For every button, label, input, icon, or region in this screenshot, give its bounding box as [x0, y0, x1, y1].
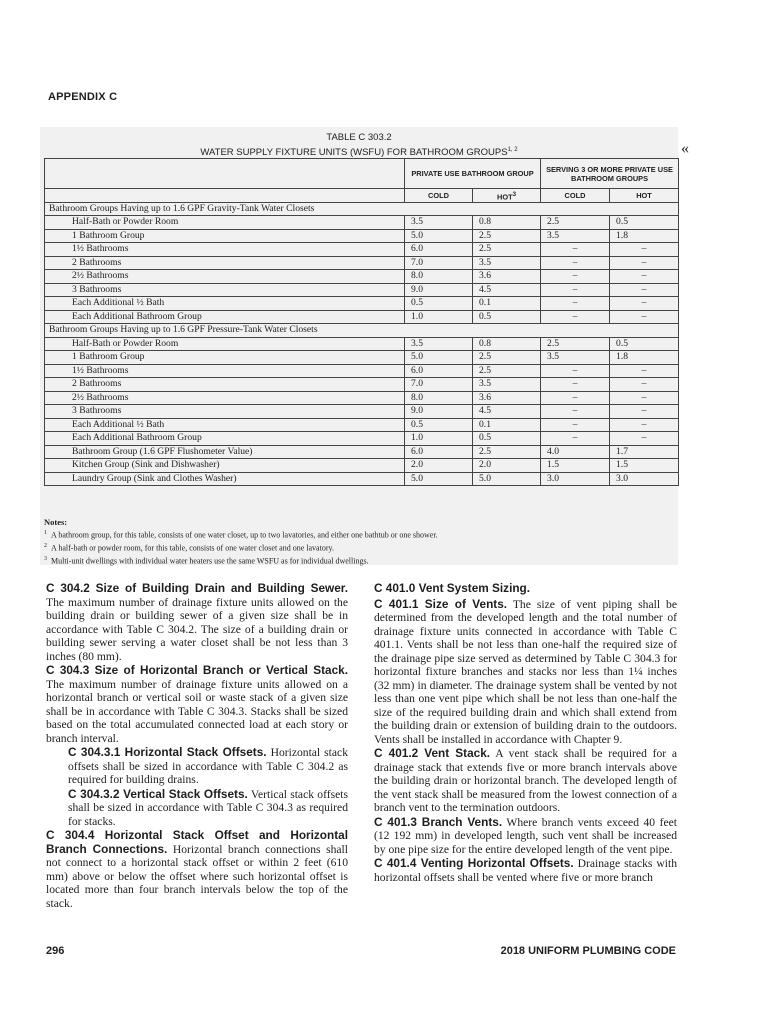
section-c401-2: C 401.2 Vent Stack. A vent stack shall be required for a drainage stack that extends five or more branch intervals above the building drain or horizontal branch. The developed length of the vent stack shall be measured from the lowest connection of a branch vent to the termination outdoors. [374, 746, 678, 814]
private-cold-value: 9.0 [405, 405, 473, 419]
section-c401-4: C 401.4 Venting Horizontal Offsets. Drainage stacks with horizontal offsets shall be vented where five or more branch [374, 856, 677, 884]
table-row [45, 256, 679, 270]
appendix-label: APPENDIX C [48, 91, 118, 103]
serving-hot-value: – [610, 418, 679, 432]
section-c304-4: C 304.4 Horizontal Stack Offset and Horizontal Branch Connections. Horizontal branch connections shall not connect to a horizontal stack offset or within 2 feet (610 mm) above or below the offset where such horizontal offset is located more than four branch intervals below the top of the stack. [46, 828, 348, 910]
serving-hot-value: 0.5 [610, 337, 679, 351]
section-c304-3-1: C 304.3.1 Horizontal Stack Offsets. Horizontal stack offsets shall be sized in accordance with Table C 304.2 as required for building drains. [68, 745, 348, 786]
table-number: TABLE C 303.2 [326, 132, 392, 143]
serving-hot-value: – [610, 256, 679, 270]
serving-cold-value: – [541, 378, 610, 392]
table-row [45, 270, 679, 284]
private-cold-value: 1.0 [405, 432, 473, 446]
serving-hot-value: 0.5 [610, 216, 679, 230]
private-cold-value: 6.0 [405, 364, 473, 378]
header-private-use: PRIVATE USE BATHROOM GROUP [405, 159, 541, 189]
private-hot-value: 2.5 [473, 243, 541, 257]
private-hot-value: 2.5 [473, 364, 541, 378]
footer-title: 2018 UNIFORM PLUMBING CODE [500, 945, 676, 957]
row-label: Each Additional Bathroom Group [45, 310, 405, 324]
private-cold-value: 5.0 [405, 351, 473, 365]
serving-cold-value: – [541, 297, 610, 311]
table-header-blank [45, 159, 405, 189]
serving-hot-value: – [610, 310, 679, 324]
row-label: 2½ Bathrooms [45, 391, 405, 405]
row-label: Kitchen Group (Sink and Dishwasher) [45, 459, 405, 473]
private-hot-value: 0.1 [473, 297, 541, 311]
row-label: Each Additional Bathroom Group [45, 432, 405, 446]
table-row [45, 364, 679, 378]
row-label: Each Additional ½ Bath [45, 418, 405, 432]
serving-hot-value: – [610, 243, 679, 257]
table-title: WATER SUPPLY FIXTURE UNITS (WSFU) FOR BATHROOM GROUPS$^{1, 2}$ [200, 147, 518, 159]
private-cold-value: 9.0 [405, 283, 473, 297]
row-label: 3 Bathrooms [45, 283, 405, 297]
private-hot-value: 4.5 [473, 283, 541, 297]
table-row [45, 459, 679, 473]
row-label: 2 Bathrooms [45, 378, 405, 392]
row-label: 1½ Bathrooms [45, 364, 405, 378]
wsfu-table-body [45, 202, 679, 486]
table-row [45, 472, 679, 486]
serving-cold-value: 3.5 [541, 351, 610, 365]
table-notes [44, 517, 674, 567]
private-hot-value: 2.5 [473, 351, 541, 365]
serving-cold-value: – [541, 364, 610, 378]
private-hot-value: 2.5 [473, 229, 541, 243]
page-number: 296 [46, 945, 65, 957]
private-hot-value: 2.0 [473, 459, 541, 473]
serving-hot-value: – [610, 391, 679, 405]
notes-title: Notes: [44, 517, 68, 527]
private-cold-value: 3.5 [405, 216, 473, 230]
serving-hot-value: – [610, 270, 679, 284]
serving-cold-value: 3.0 [541, 472, 610, 486]
serving-cold-value: – [541, 256, 610, 270]
private-cold-value: 1.0 [405, 310, 473, 324]
serving-cold-value: 2.5 [541, 216, 610, 230]
private-hot-value: 0.5 [473, 310, 541, 324]
header-serving-3-or-more: SERVING 3 OR MORE PRIVATE USE BATHROOM GROUPS [541, 159, 679, 189]
private-hot-value: 4.5 [473, 405, 541, 419]
table-row [45, 391, 679, 405]
private-hot-value: 3.6 [473, 270, 541, 284]
row-label: 2 Bathrooms [45, 256, 405, 270]
private-cold-value: 6.0 [405, 243, 473, 257]
section-c401-0-heading: C 401.0 Vent System Sizing. [374, 581, 531, 595]
serving-hot-value: – [610, 378, 679, 392]
serving-hot-value: – [610, 297, 679, 311]
section-c401-1: C 401.1 Size of Vents. The size of vent piping shall be determined from the developed length and the total number of drainage fixture units connected in accordance with Table C 401.1. Vents shall be not less than one-half the required size of the drainage pipe size served as determined by Table C 304.3 for horizontal fixture branches and stacks nor less than 1¼ inches (32 mm) in diameter. The drainage system shall be vented by not less than one vent pipe which shall be not less than one-half the size of the required building drain and which shall extend from the building drain or extension of building drain to the outdoors. Vents shall be installed in accordance with Chapter 9. [374, 596, 677, 746]
serving-hot-value: – [610, 364, 679, 378]
revision-marker-icon: « [681, 140, 689, 157]
serving-hot-value: – [610, 405, 679, 419]
serving-hot-value: 1.5 [610, 459, 679, 473]
private-cold-value: 0.5 [405, 297, 473, 311]
table-row [45, 337, 679, 351]
section-c304-2: C 304.2 Size of Building Drain and Building Sewer. The maximum number of drainage fixture units allowed on the building drain or building sewer of a given size shall be in accordance with Table C 304.2. The size of a building drain or building sewer serving a water closet shall be not less than 3 inches (80 mm). [46, 581, 348, 663]
row-label: Half-Bath or Powder Room [45, 337, 405, 351]
private-cold-value: 3.5 [405, 337, 473, 351]
table-row [45, 378, 679, 392]
table-title-footnote-ref: 1, 2 [507, 147, 518, 153]
table-row [45, 216, 679, 230]
table-row [45, 283, 679, 297]
serving-cold-value: – [541, 310, 610, 324]
table-row [45, 351, 679, 365]
serving-cold-value: – [541, 391, 610, 405]
table-note: $^2$ A half-bath or powder room, for this table, consists of one water closet and one lavatory. [44, 542, 334, 553]
private-hot-value: 3.5 [473, 256, 541, 270]
header-serving-hot: HOT [610, 189, 679, 203]
serving-hot-value: 1.7 [610, 445, 679, 459]
private-cold-value: 5.0 [405, 229, 473, 243]
serving-cold-value: 2.5 [541, 337, 610, 351]
header-private-cold: COLD [405, 189, 473, 203]
header-private-hot: HOT$^3$ [473, 189, 541, 203]
private-hot-value: 0.5 [473, 432, 541, 446]
right-text-column [374, 582, 677, 885]
table-row [45, 297, 679, 311]
table-row [45, 310, 679, 324]
serving-hot-value: – [610, 283, 679, 297]
row-label: 3 Bathrooms [45, 405, 405, 419]
private-cold-value: 6.0 [405, 445, 473, 459]
private-cold-value: 5.0 [405, 472, 473, 486]
serving-hot-value: 3.0 [610, 472, 679, 486]
left-text-column [46, 582, 348, 911]
serving-cold-value: – [541, 283, 610, 297]
table-row [45, 229, 679, 243]
table-group-row [45, 202, 679, 216]
row-label: 2½ Bathrooms [45, 270, 405, 284]
private-cold-value: 8.0 [405, 270, 473, 284]
private-hot-value: 5.0 [473, 472, 541, 486]
table-group-title: Bathroom Groups Having up to 1.6 GPF Pressure-Tank Water Closets [45, 324, 679, 338]
private-hot-value: 0.1 [473, 418, 541, 432]
serving-hot-value: – [610, 432, 679, 446]
serving-hot-value: 1.8 [610, 229, 679, 243]
serving-cold-value: 4.0 [541, 445, 610, 459]
wsfu-table [44, 158, 679, 486]
table-row [45, 418, 679, 432]
table-note: $^3$ Multi-unit dwellings with individual water heaters use the same WSFU as for individual dwellings. [44, 555, 369, 566]
table-row [45, 405, 679, 419]
row-label: Laundry Group (Sink and Clothes Washer) [45, 472, 405, 486]
serving-cold-value: – [541, 243, 610, 257]
section-c401-3: C 401.3 Branch Vents. Where branch vents exceed 40 feet (12 192 mm) in developed length, such vent shall be increased by one pipe size for the entire developed length of the vent pipe. [374, 814, 677, 856]
table-row [45, 445, 679, 459]
serving-cold-value: – [541, 432, 610, 446]
table-header-blank [45, 189, 405, 203]
table-note: $^1$ A bathroom group, for this table, consists of one water closet, up to two lavatories, and either one bathtub or one shower. [44, 529, 438, 540]
private-hot-value: 0.8 [473, 337, 541, 351]
private-hot-value: 3.6 [473, 391, 541, 405]
serving-hot-value: 1.8 [610, 351, 679, 365]
serving-cold-value: – [541, 405, 610, 419]
serving-cold-value: – [541, 270, 610, 284]
table-group-row [45, 324, 679, 338]
row-label: Bathroom Group (1.6 GPF Flushometer Value) [45, 445, 405, 459]
row-label: 1 Bathroom Group [45, 229, 405, 243]
row-label: 1½ Bathrooms [45, 243, 405, 257]
private-cold-value: 7.0 [405, 256, 473, 270]
section-c304-3: C 304.3 Size of Horizontal Branch or Vertical Stack. The maximum number of drainage fixture units allowed on a horizontal branch or vertical soil or waste stack of a given size shall be in accordance with Table C 304.3. Stacks shall be sized based on the total accumulated connected load at each story or branch interval. [46, 663, 348, 745]
table-row [45, 243, 679, 257]
row-label: 1 Bathroom Group [45, 351, 405, 365]
private-hot-value: 0.8 [473, 216, 541, 230]
serving-cold-value: – [541, 418, 610, 432]
private-cold-value: 8.0 [405, 391, 473, 405]
private-hot-value: 3.5 [473, 378, 541, 392]
row-label: Each Additional ½ Bath [45, 297, 405, 311]
private-hot-value: 2.5 [473, 445, 541, 459]
serving-cold-value: 1.5 [541, 459, 610, 473]
header-serving-cold: COLD [541, 189, 610, 203]
row-label: Half-Bath or Powder Room [45, 216, 405, 230]
table-group-title: Bathroom Groups Having up to 1.6 GPF Gravity-Tank Water Closets [45, 202, 679, 216]
private-cold-value: 7.0 [405, 378, 473, 392]
table-caption [40, 132, 678, 159]
private-cold-value: 0.5 [405, 418, 473, 432]
section-c304-3-2: C 304.3.2 Vertical Stack Offsets. Vertical stack offsets shall be sized in accordance with Table C 304.3 as required for stacks. [68, 786, 348, 828]
table-row [45, 432, 679, 446]
serving-cold-value: 3.5 [541, 229, 610, 243]
private-cold-value: 2.0 [405, 459, 473, 473]
